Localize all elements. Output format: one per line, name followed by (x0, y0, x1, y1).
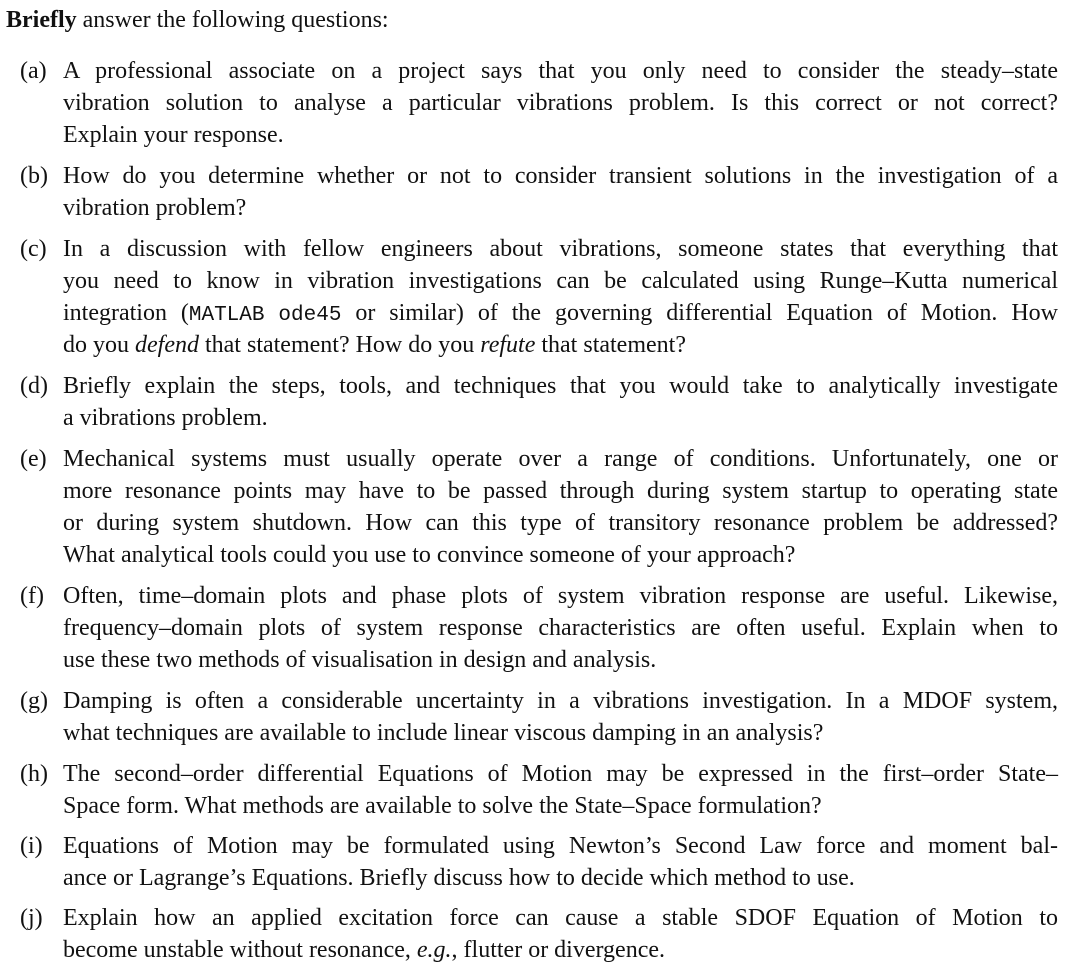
question-line: Often, time–domain plots and phase plots of system vibration response are useful. Likewise, (63, 583, 1058, 609)
question-line: What analytical tools could you use to convince someone of your approach? (63, 542, 796, 568)
emphasis-defend: defend (135, 332, 199, 358)
question-line: Space form. What methods are available to solve the State–Space formulation? (63, 793, 822, 819)
question-label: (f) (20, 583, 44, 609)
question-line: In a discussion with fellow engineers about vibrations, someone states that everything that (63, 236, 1058, 262)
question-line: frequency–domain plots of system response characteristics are often useful. Explain when to (63, 615, 1058, 641)
line-text: that statement? (535, 332, 686, 358)
intro-bold: Briefly (6, 7, 77, 33)
question-label: (j) (20, 905, 43, 931)
question-line: Equations of Motion may be formulated using Newton’s Second Law force and moment bal- (63, 833, 1058, 859)
question-line: a vibrations problem. (63, 405, 268, 431)
question-line: Damping is often a considerable uncertainty in a vibrations investigation. In a MDOF system, (63, 688, 1058, 714)
code-matlab: MATLAB (188, 304, 265, 327)
line-text: integration ( (63, 300, 189, 326)
question-line: use these two methods of visualisation in design and analysis. (63, 647, 657, 673)
line-text: or similar) of the governing differential Equation of Motion. How (341, 300, 1058, 326)
question-label: (d) (20, 373, 48, 399)
question-line: The second–order differential Equations of Motion may be expressed in the first–order State– (63, 761, 1058, 787)
question-line: How do you determine whether or not to consider transient solutions in the investigation of a (63, 163, 1058, 189)
intro-rest: answer the following questions: (76, 7, 389, 33)
question-line: ance or Lagrange’s Equations. Briefly discuss how to decide which method to use. (63, 865, 855, 891)
question-line: more resonance points may have to be passed through during system startup to operating state (63, 478, 1058, 504)
question-label: (c) (20, 236, 47, 262)
question-line: vibration problem? (63, 195, 247, 221)
question-line: you need to know in vibration investigations can be calculated using Runge–Kutta numerical (63, 268, 1058, 294)
question-label: (h) (20, 761, 48, 787)
emphasis-refute: refute (480, 332, 536, 358)
question-label: (a) (20, 58, 47, 84)
line-text: become unstable without resonance, (63, 937, 417, 963)
emphasis-eg: e.g. (416, 937, 452, 963)
line-text: do you (63, 332, 135, 358)
question-line: or during system shutdown. How can this type of transitory resonance problem be addressed? (63, 510, 1058, 536)
question-label: (b) (20, 163, 48, 189)
line-text: , flutter or divergence. (451, 937, 666, 963)
question-line-with-code (63, 297, 1058, 329)
line-text (265, 300, 279, 326)
question-line: vibration solution to analyse a particular vibrations problem. Is this correct or not correct? (63, 90, 1058, 116)
question-label: (g) (20, 688, 48, 714)
question-label: (e) (20, 446, 47, 472)
intro-heading (6, 4, 389, 36)
question-line: Briefly explain the steps, tools, and techniques that you would take to analytically investigate (63, 373, 1058, 399)
question-line: Mechanical systems must usually operate over a range of conditions. Unfortunately, one or (63, 446, 1058, 472)
question-line: Explain your response. (63, 122, 284, 148)
code-ode45: ode45 (278, 304, 342, 327)
question-line-with-emphasis (63, 934, 1058, 966)
line-text: that statement? How do you (198, 332, 481, 358)
question-line: A professional associate on a project says that you only need to consider the steady–state (63, 58, 1058, 84)
question-label: (i) (20, 833, 43, 859)
question-line: Explain how an applied excitation force can cause a stable SDOF Equation of Motion to (63, 905, 1058, 931)
question-line-with-emphasis (63, 329, 1058, 361)
question-line: what techniques are available to include linear viscous damping in an analysis? (63, 720, 824, 746)
